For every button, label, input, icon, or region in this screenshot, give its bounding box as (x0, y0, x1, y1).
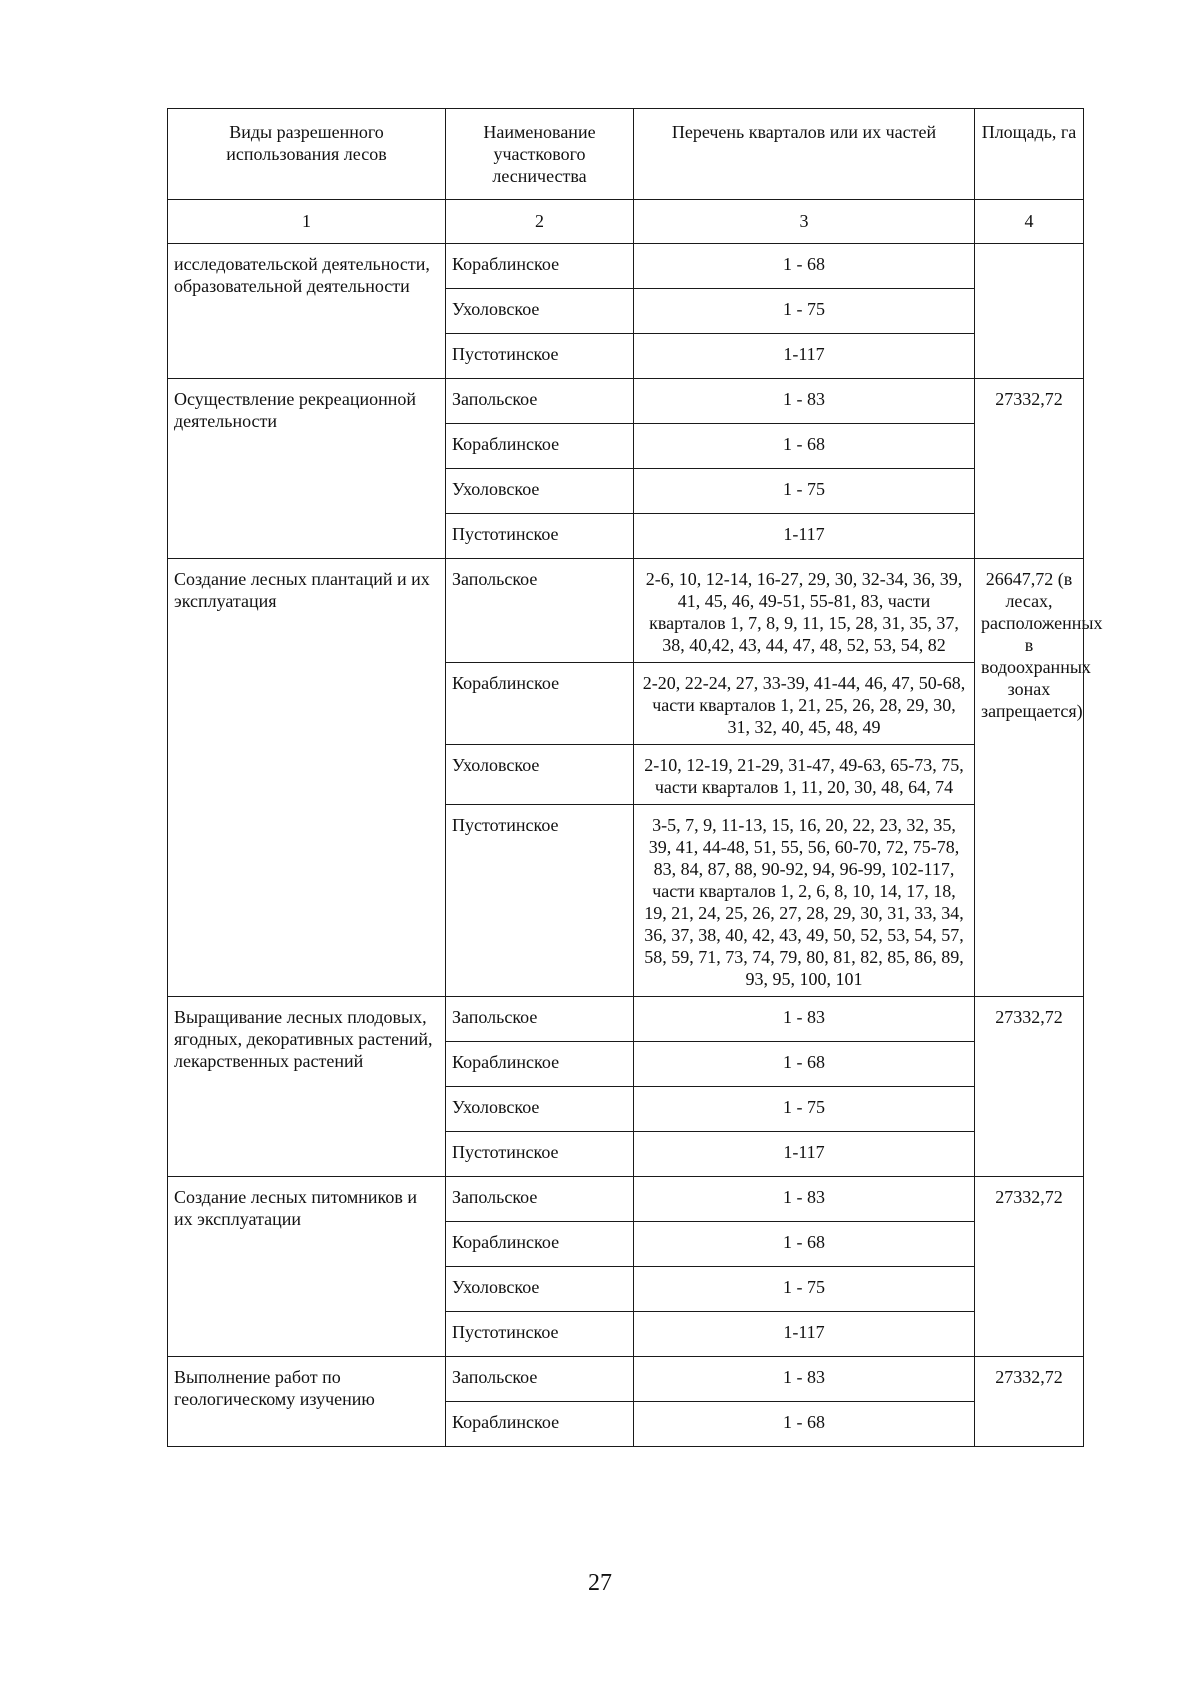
forestry-cell: Кораблинское (446, 1222, 634, 1267)
forestry-cell: Запольское (446, 559, 634, 663)
column-number: 3 (634, 200, 975, 244)
table-row (168, 379, 1084, 424)
quarters-cell: 2-20, 22-24, 27, 33-39, 41-44, 46, 47, 50-68, части кварталов 1, 21, 25, 26, 28, 29, 30, 31, 32, 40, 45, 48, 49 (634, 663, 975, 745)
quarters-cell: 1-117 (634, 1312, 975, 1357)
use-type-cell: Выращивание лесных плодовых, ягодных, декоративных растений, лекарственных растений (168, 997, 446, 1177)
use-type-cell: исследовательской деятельности, образовательной деятельности (168, 244, 446, 379)
quarters-cell: 1 - 68 (634, 244, 975, 289)
area-cell: 27332,72 (975, 1177, 1084, 1357)
forestry-cell: Запольское (446, 1357, 634, 1402)
table-body (168, 244, 1103, 1447)
forestry-cell: Кораблинское (446, 244, 634, 289)
forestry-cell: Ухоловское (446, 1267, 634, 1312)
quarters-cell: 1-117 (634, 514, 975, 559)
area-cell: 27332,72 (975, 997, 1084, 1177)
forestry-cell: Кораблинское (446, 1402, 634, 1447)
quarters-cell: 1 - 75 (634, 469, 975, 514)
quarters-cell: 1 - 68 (634, 1222, 975, 1267)
area-cell: 26647,72 (в лесах, расположенных в водоохранных зонах запрещается) (975, 559, 1084, 997)
column-number: 4 (975, 200, 1084, 244)
quarters-cell: 1 - 83 (634, 1357, 975, 1402)
quarters-cell: 2-10, 12-19, 21-29, 31-47, 49-63, 65-73, 75, части кварталов 1, 11, 20, 30, 48, 64, 74 (634, 745, 975, 805)
forestry-cell: Ухоловское (446, 1087, 634, 1132)
quarters-cell: 1 - 75 (634, 1267, 975, 1312)
forestry-cell: Кораблинское (446, 424, 634, 469)
quarters-cell: 1 - 75 (634, 1087, 975, 1132)
forest-use-table (167, 108, 1103, 1447)
quarters-cell: 1 - 83 (634, 379, 975, 424)
area-cell: 27332,72 (975, 1357, 1084, 1447)
forestry-cell: Пустотинское (446, 805, 634, 997)
quarters-cell: 2-6, 10, 12-14, 16-27, 29, 30, 32-34, 36, 39, 41, 45, 46, 49-51, 55-81, 83, части кварталов 1, 7, 8, 9, 11, 15, 28, 31, 35, 37, 38, 40,42, 43, 44, 47, 48, 52, 53, 54, 82 (634, 559, 975, 663)
quarters-cell: 1 - 83 (634, 1177, 975, 1222)
forestry-cell: Ухоловское (446, 289, 634, 334)
quarters-cell: 1 - 68 (634, 1042, 975, 1087)
column-number: 1 (168, 200, 446, 244)
use-type-cell: Осуществление рекреационной деятельности (168, 379, 446, 559)
area-cell: 27332,72 (975, 379, 1084, 559)
header-row (168, 109, 1084, 200)
table-row (168, 559, 1084, 663)
use-type-cell: Создание лесных питомников и их эксплуатации (168, 1177, 446, 1357)
forestry-cell: Пустотинское (446, 1312, 634, 1357)
column-number: 2 (446, 200, 634, 244)
page-number: 27 (588, 1570, 612, 1596)
header-area: Площадь, га (975, 109, 1084, 200)
header-use-type: Виды разрешенного использования лесов (168, 109, 446, 200)
forestry-cell: Запольское (446, 1177, 634, 1222)
column-number-row (168, 200, 1084, 244)
quarters-cell: 1 - 83 (634, 997, 975, 1042)
forestry-cell: Запольское (446, 997, 634, 1042)
quarters-cell: 3-5, 7, 9, 11-13, 15, 16, 20, 22, 23, 32, 35, 39, 41, 44-48, 51, 55, 56, 60-70, 72, 75-78, 83, 84, 87, 88, 90-92, 94, 96-99, 102-117, части кварталов 1, 2, 6, 8, 10, 14, 17, 18, 19, 21, 24, 25, 26, 27, 28, 29, 30, 31, 33, 34, 36, 37, 38, 40, 42, 43, 49, 50, 52, 53, 54, 57, 58, 59, 71, 73, 74, 79, 80, 81, 82, 85, 86, 89, 93, 95, 100, 101 (634, 805, 975, 997)
forestry-cell: Пустотинское (446, 334, 634, 379)
header-quarters-list: Перечень кварталов или их частей (634, 109, 975, 200)
quarters-cell: 1 - 68 (634, 1402, 975, 1447)
area-cell (975, 244, 1084, 379)
table-row (168, 1177, 1084, 1222)
forestry-cell: Пустотинское (446, 1132, 634, 1177)
table-row (168, 244, 1084, 289)
forestry-cell: Ухоловское (446, 469, 634, 514)
forestry-cell: Кораблинское (446, 663, 634, 745)
quarters-cell: 1-117 (634, 334, 975, 379)
header-forestry-name: Наименование участкового лесничества (446, 109, 634, 200)
table-row (168, 1357, 1084, 1402)
table-row (168, 997, 1084, 1042)
forestry-cell: Пустотинское (446, 514, 634, 559)
use-type-cell: Создание лесных плантаций и их эксплуатация (168, 559, 446, 997)
forestry-cell: Ухоловское (446, 745, 634, 805)
quarters-cell: 1 - 68 (634, 424, 975, 469)
quarters-cell: 1 - 75 (634, 289, 975, 334)
use-type-cell: Выполнение работ по геологическому изучению (168, 1357, 446, 1447)
quarters-cell: 1-117 (634, 1132, 975, 1177)
forestry-cell: Запольское (446, 379, 634, 424)
forestry-cell: Кораблинское (446, 1042, 634, 1087)
